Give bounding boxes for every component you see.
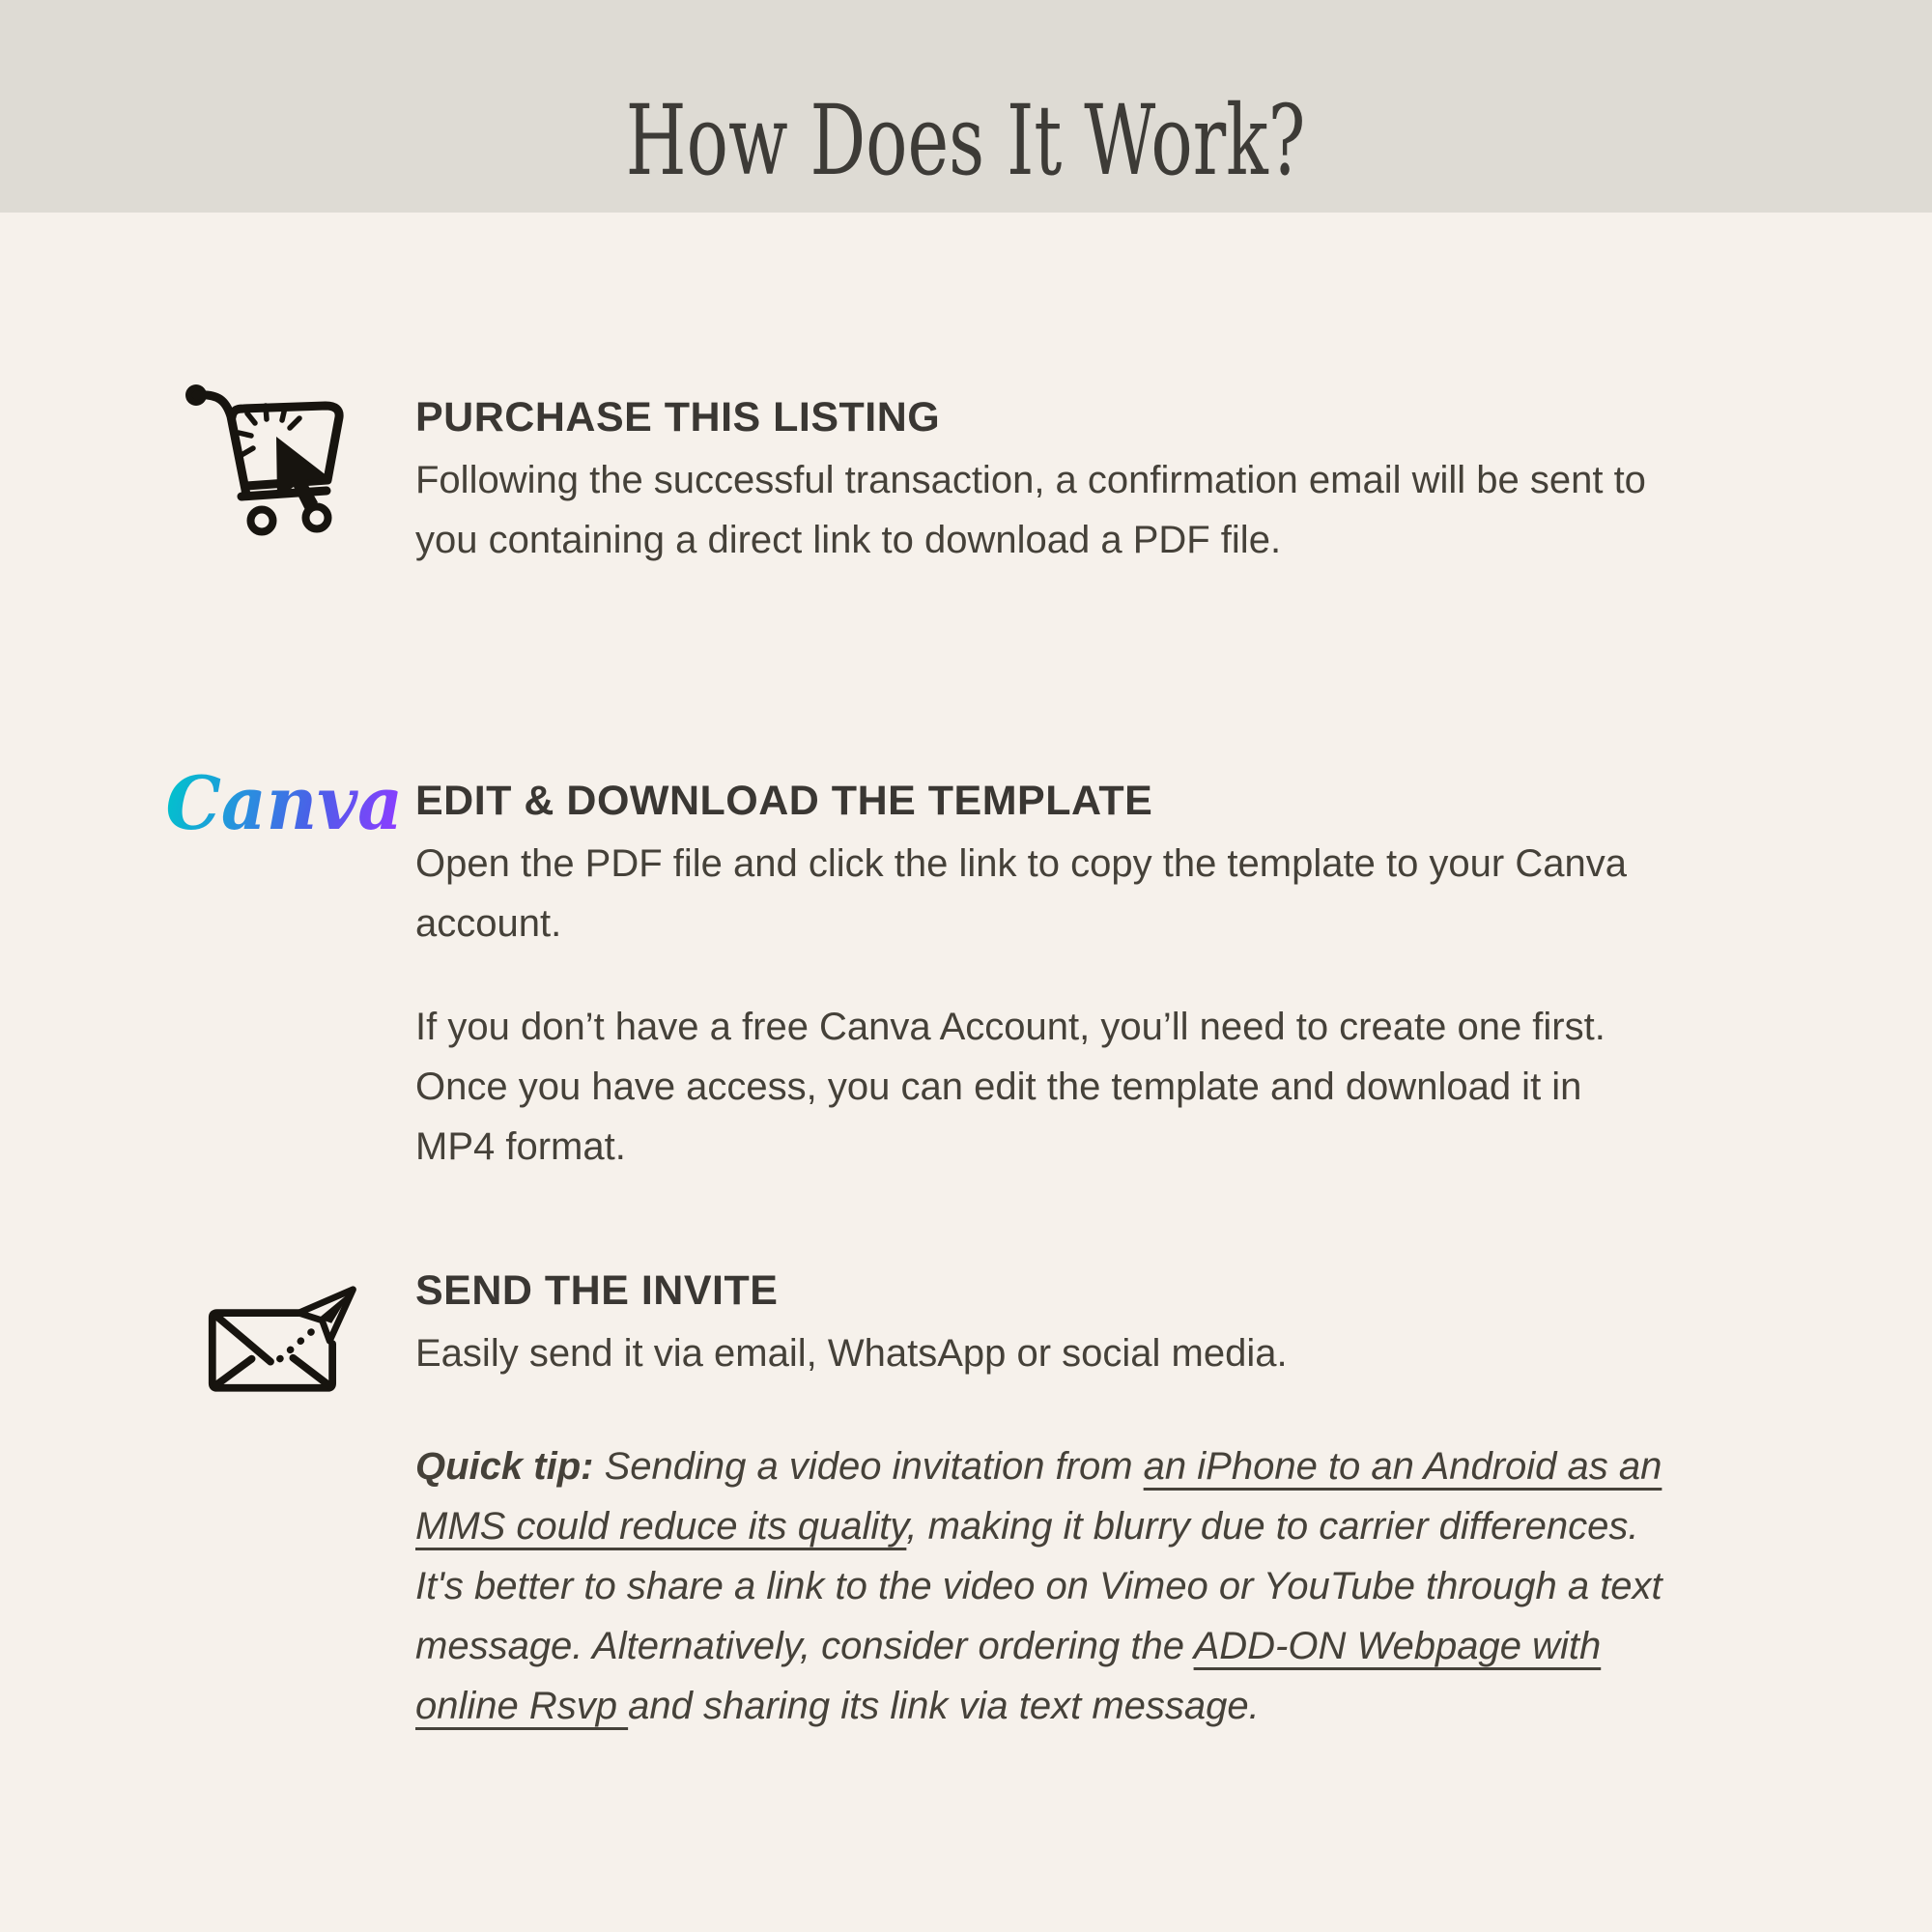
quick-tip (415, 1436, 1671, 1736)
quick-tip-text: It's better to share a link to the video on Vimeo or YouTube through a text message. Alternatively, consider ordering the (415, 1565, 1662, 1667)
step-purchase (179, 394, 1744, 570)
quick-tip-underlined-text: ADD-ON Webpage with online Rsvp (415, 1625, 1602, 1727)
step-send-invite (179, 1267, 1744, 1775)
step-edit-download (165, 760, 1744, 1177)
step-paragraph: Easily send it via email, WhatsApp or social media. (415, 1332, 1288, 1375)
step-paragraph: Following the successful transaction, a confirmation email will be sent to you containing a direct link to download a PDF file. (415, 459, 1646, 561)
send-invite-icon (193, 1283, 382, 1447)
quick-tip-body (415, 1445, 1662, 1727)
quick-tip-text: Sending a video invitation from (593, 1445, 1144, 1488)
quick-tip-label: Quick tip: (415, 1445, 594, 1488)
quick-tip-text: and sharing its link via text message. (628, 1685, 1260, 1727)
quick-tip-underlined-text: an iPhone to an Android as an MMS could reduce its quality (415, 1445, 1662, 1548)
page-title: How Does It Work? (626, 83, 1306, 197)
canva-logo (159, 760, 409, 847)
step-paragraph: Open the PDF file and click the link to copy the template to your Canva account. (415, 842, 1627, 945)
header-banner (0, 0, 1932, 213)
cart-click-icon (182, 379, 351, 541)
quick-tip-text: , making it blurry due to carrier differences. (906, 1505, 1639, 1548)
step-heading-purchase: PURCHASE THIS LISTING (415, 394, 941, 440)
canva-logo-wordmark: Canva (165, 760, 403, 846)
step-heading-send: SEND THE INVITE (415, 1267, 779, 1314)
step-paragraph: If you don’t have a free Canva Account, you’ll need to create one first. Once you have access, you can edit the template and download it in MP4 format. (415, 1006, 1605, 1168)
step-heading-edit: EDIT & DOWNLOAD THE TEMPLATE (415, 778, 1153, 824)
